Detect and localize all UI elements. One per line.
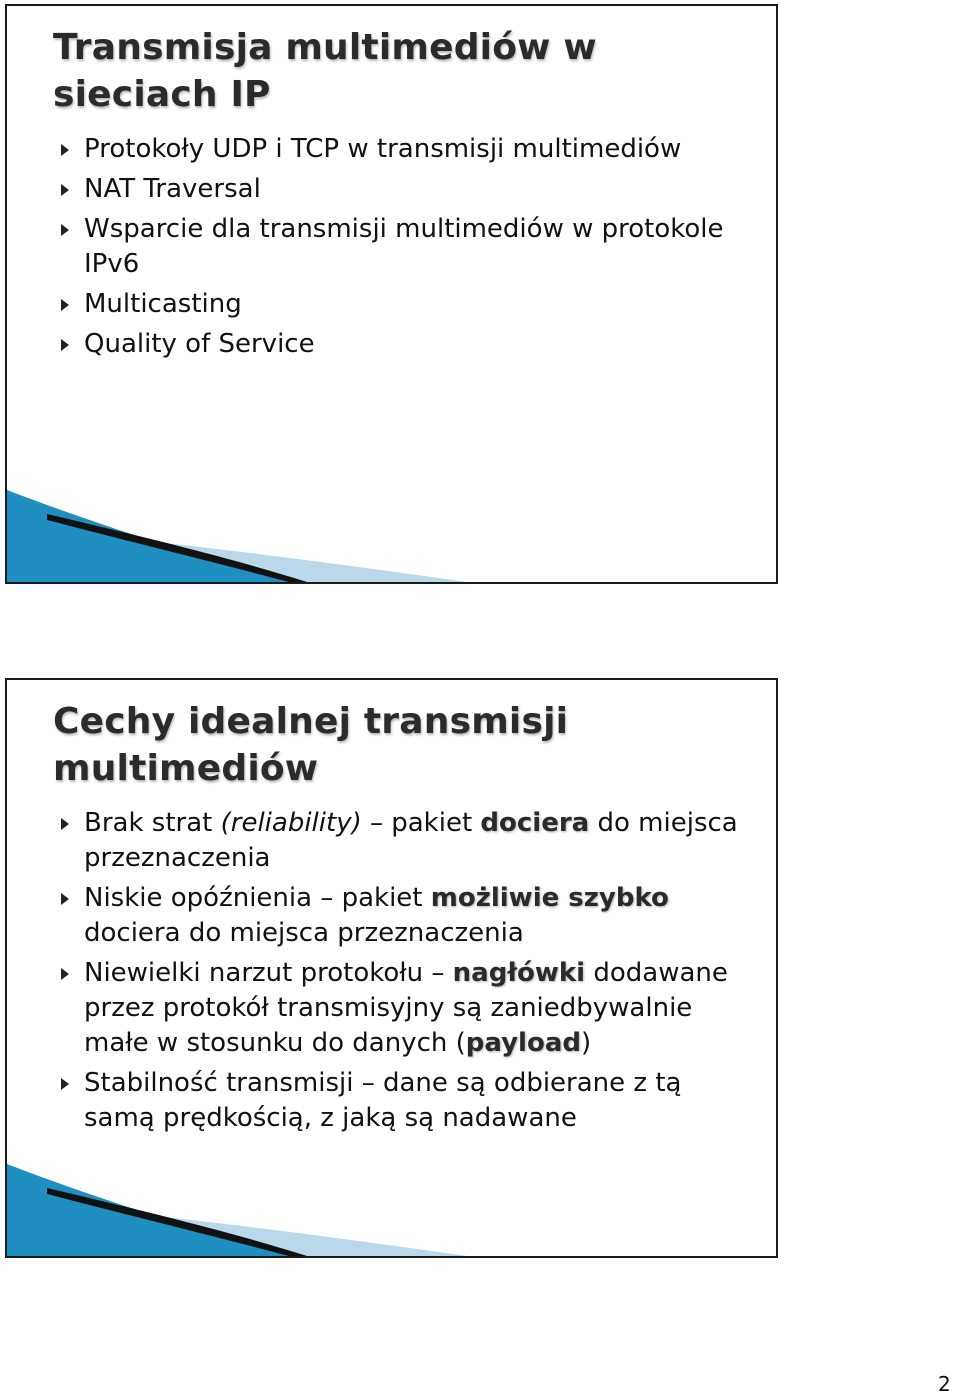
- slide-1-title: [53, 24, 753, 118]
- bullet-item: [59, 881, 749, 951]
- slide-1-bullet-list: [59, 132, 749, 367]
- slide-2-title: [53, 698, 753, 792]
- bullet-text: Quality of Service: [84, 329, 315, 359]
- bullet-text: dodawane przez protokół transmisyjny są zaniedbywalnie małe w stosunku do danych (: [84, 958, 728, 1058]
- bullet-arrow-icon: [61, 968, 69, 980]
- slide-2-title-line-2: multimediów: [53, 748, 319, 789]
- page-number: 2: [938, 1372, 951, 1396]
- slide-2: [5, 678, 778, 1258]
- slide-1: [5, 4, 778, 584]
- italic-term: (reliability): [220, 808, 362, 838]
- bullet-text: Protokoły UDP i TCP w transmisji multimediów: [84, 134, 682, 164]
- bullet-text: Wsparcie dla transmisji multimediów w protokole IPv6: [84, 214, 724, 279]
- bullet-text: Niewielki narzut protokołu –: [84, 958, 453, 988]
- bullet-arrow-icon: [61, 1078, 69, 1090]
- bullet-item: [59, 806, 749, 876]
- bullet-text: Brak strat: [84, 808, 221, 838]
- bullet-item: [59, 132, 749, 167]
- bullet-text: do miejsca przeznaczenia: [84, 808, 738, 873]
- bullet-arrow-icon: [61, 184, 69, 196]
- slide-2-swoosh-decoration: [7, 1164, 467, 1256]
- slide-1-swoosh-decoration: [7, 490, 467, 582]
- bullet-text: ): [581, 1028, 592, 1058]
- bullet-text: dociera do miejsca przeznaczenia: [84, 918, 524, 948]
- bullet-item: [59, 956, 749, 1061]
- slide-1-title-line-1: Transmisja multimediów w: [53, 27, 597, 68]
- highlighted-term: dociera: [480, 808, 590, 838]
- bullet-item: [59, 1066, 749, 1136]
- bullet-text: Niskie opóźnienia – pakiet: [84, 883, 431, 913]
- bullet-arrow-icon: [61, 893, 69, 905]
- bullet-arrow-icon: [61, 339, 69, 351]
- bullet-text: NAT Traversal: [84, 174, 261, 204]
- slide-2-title-line-1: Cechy idealnej transmisji: [53, 701, 569, 742]
- bullet-arrow-icon: [61, 299, 69, 311]
- bullet-text: – pakiet: [361, 808, 481, 838]
- highlighted-term: możliwie szybko: [430, 883, 669, 913]
- highlighted-term: nagłówki: [452, 958, 586, 988]
- bullet-text: Stabilność transmisji – dane są odbierane z tą samą prędkością, z jaką są nadawane: [84, 1068, 682, 1133]
- bullet-arrow-icon: [61, 224, 69, 236]
- bullet-text: Multicasting: [84, 289, 242, 319]
- slide-1-title-line-2: sieciach IP: [53, 74, 271, 115]
- bullet-arrow-icon: [61, 818, 69, 830]
- bullet-item: [59, 327, 749, 362]
- bullet-item: [59, 212, 749, 282]
- bullet-item: [59, 172, 749, 207]
- highlighted-term: payload: [465, 1028, 581, 1058]
- bullet-item: [59, 287, 749, 322]
- slide-2-bullet-list: [59, 806, 749, 1141]
- bullet-arrow-icon: [61, 144, 69, 156]
